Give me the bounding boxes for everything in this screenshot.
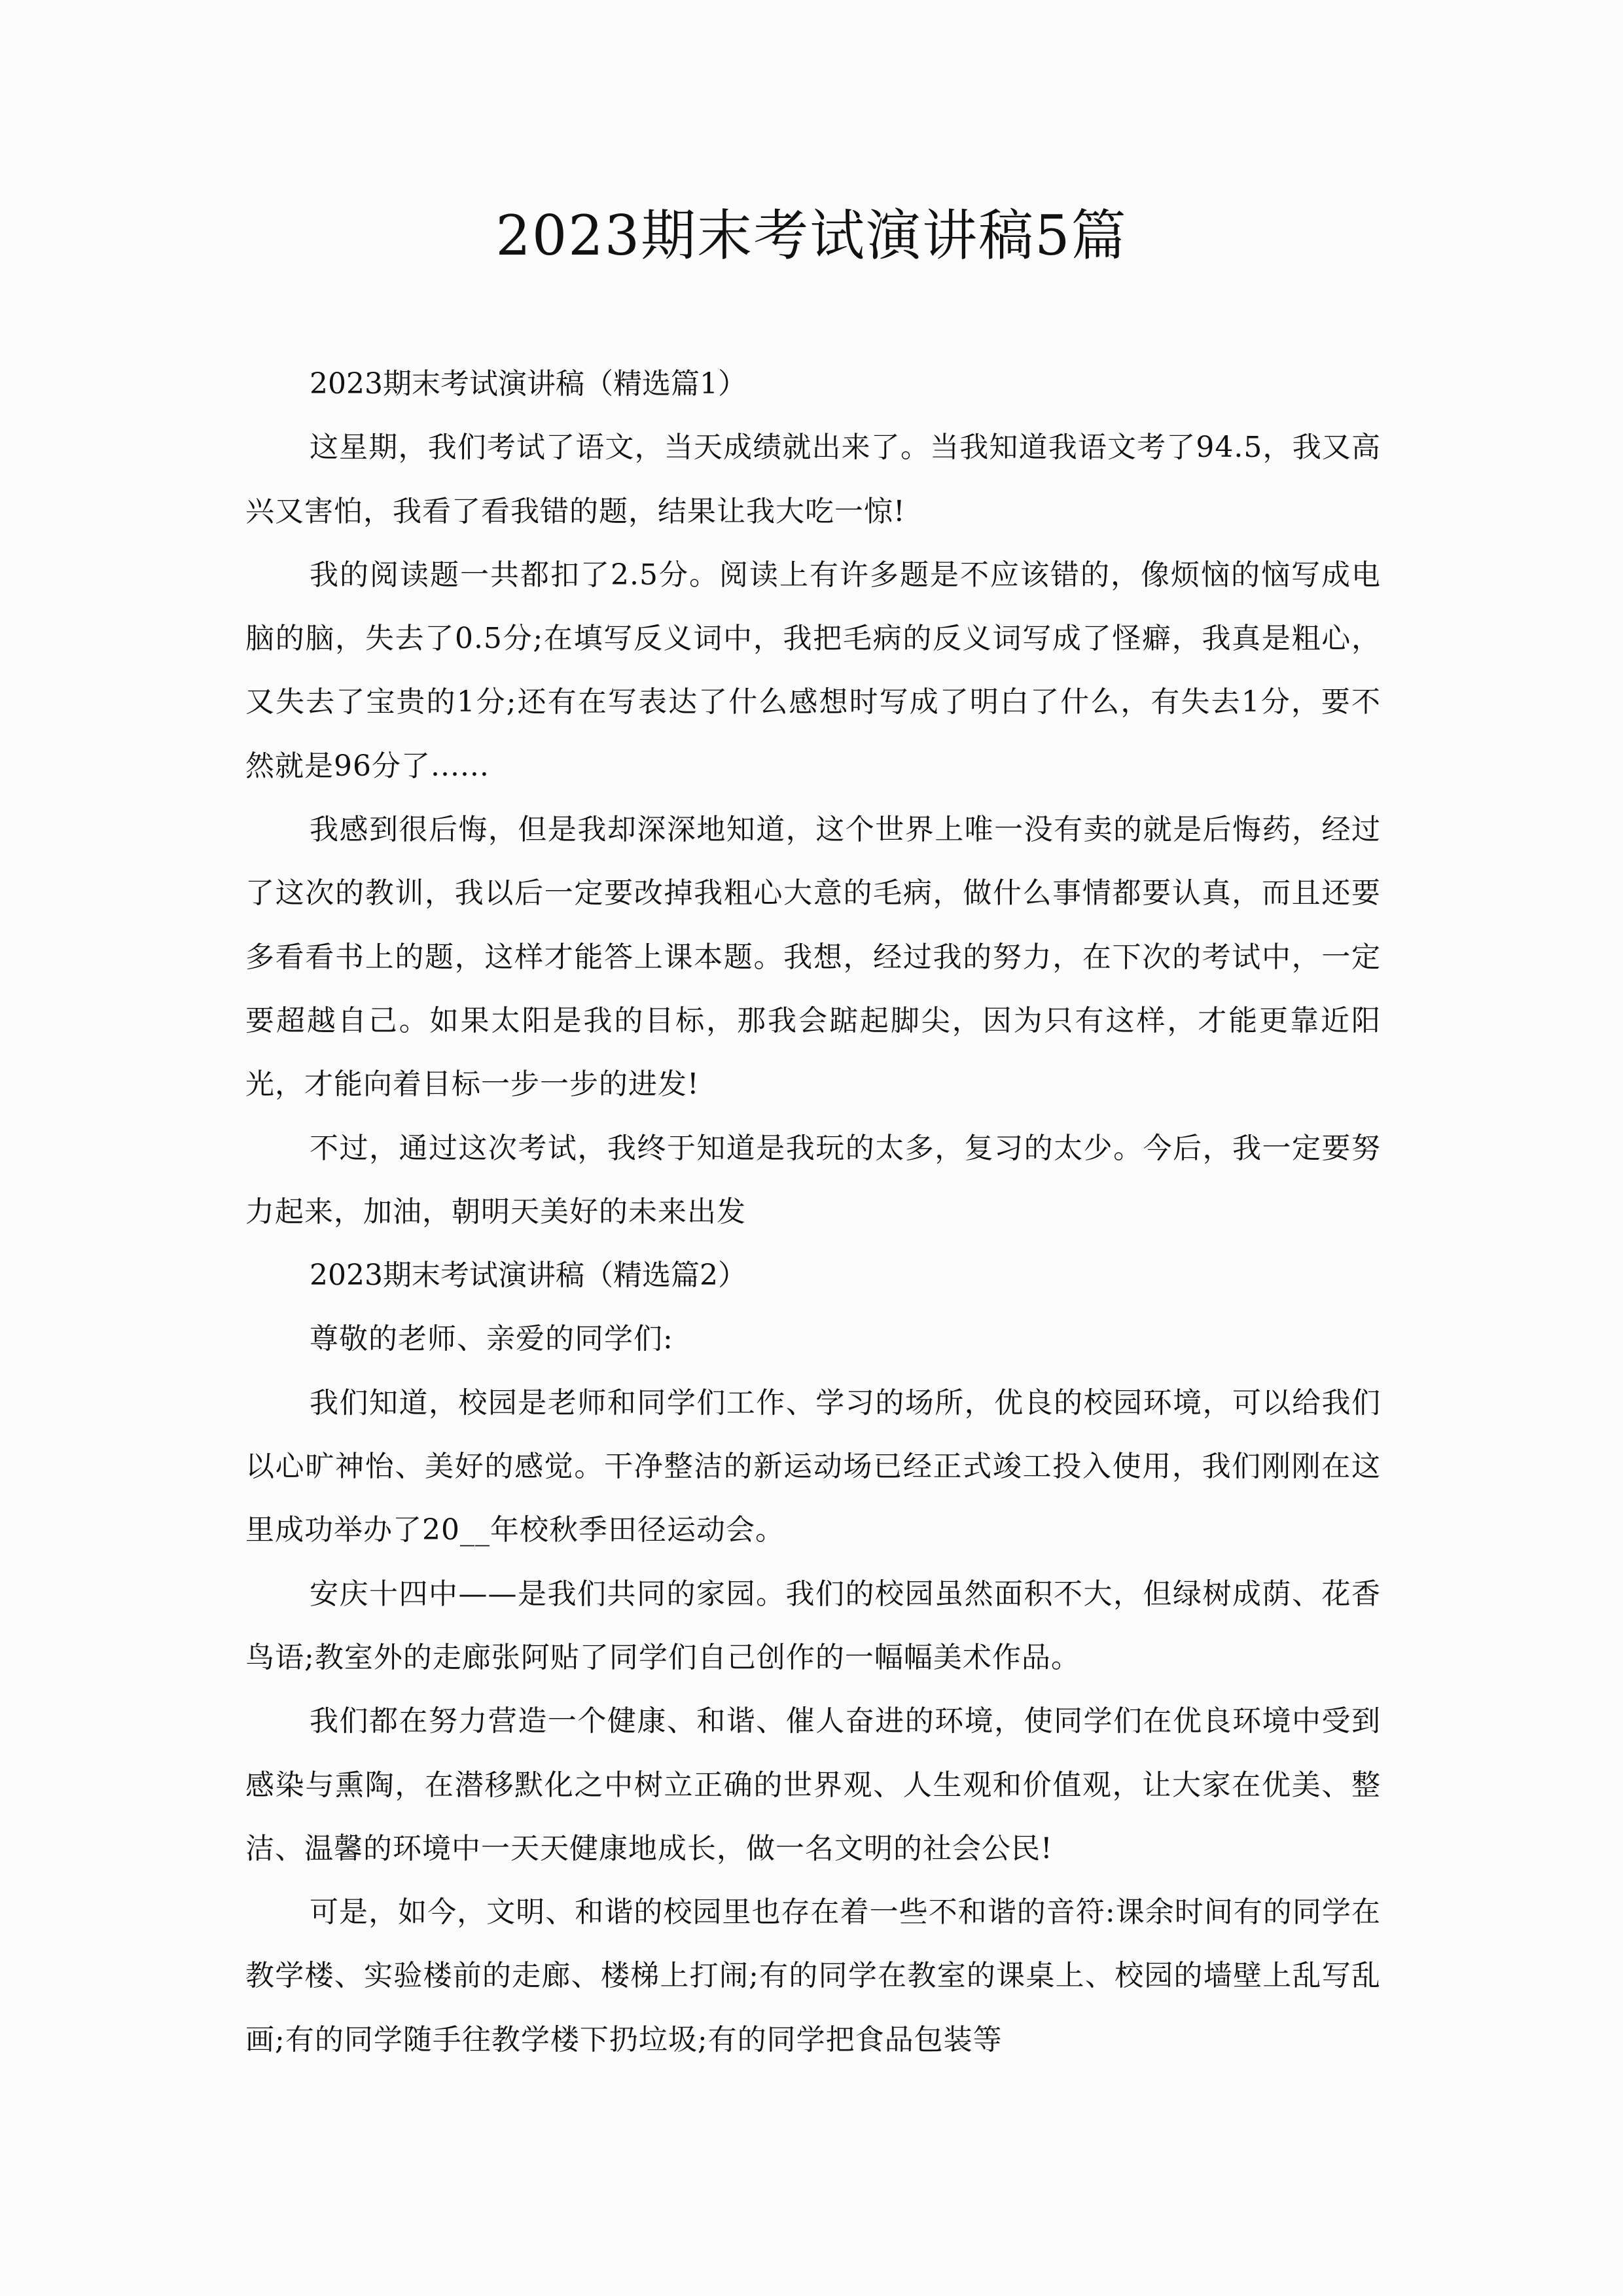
paragraph: 我的阅读题一共都扣了2.5分。阅读上有许多题是不应该错的，像烦恼的恼写成电脑的脑，失去了0.5分;在填写反义词中，我把毛病的反义词写成了怪癖，我真是粗心，又失去了宝贵的1分;还有在写表达了什么感想时写成了明白了什么，有失去1分，要不然就是96分了...... bbox=[245, 558, 1381, 783]
paragraph: 安庆十四中——是我们共同的家园。我们的校园虽然面积不大，但绿树成荫、花香鸟语;教室外的走廊张阿贴了同学们自己创作的一幅幅美术作品。 bbox=[245, 1577, 1381, 1674]
paragraph: 我感到很后悔，但是我却深深地知道，这个世界上唯一没有卖的就是后悔药，经过了这次的教训，我以后一定要改掉我粗心大意的毛病，做什么事情都要认真，而且还要多看看书上的题，这样才能答上课本题。我想，经过我的努力，在下次的考试中，一定要超越自己。如果太阳是我的目标，那我会踮起脚尖，因为只有这样，才能更靠近阳光，才能向着目标一步一步的进发! bbox=[245, 813, 1381, 1102]
paragraph: 不过，通过这次考试，我终于知道是我玩的太多，复习的太少。今后，我一定要努力起来，加油，朝明天美好的未来出发 bbox=[245, 1131, 1381, 1229]
section-heading: 2023期末考试演讲稿（精选篇1） bbox=[310, 367, 747, 401]
salutation: 尊敬的老师、亲爱的同学们: bbox=[310, 1322, 673, 1356]
document-title: 2023期末考试演讲稿5篇 bbox=[495, 204, 1128, 268]
document-body bbox=[245, 352, 1381, 2072]
paragraph: 可是，如今，文明、和谐的校园里也存在着一些不和谐的音符:课余时间有的同学在教学楼、实验楼前的走廊、楼梯上打闹;有的同学在教室的课桌上、校园的墙壁上乱写乱画;有的同学随手往教学楼下扔垃圾;有的同学把食品包装等 bbox=[245, 1895, 1381, 2056]
paragraph: 我们知道，校园是老师和同学们工作、学习的场所，优良的校园环境，可以给我们以心旷神怡、美好的感觉。干净整洁的新运动场已经正式竣工投入使用，我们刚刚在这里成功举办了20__年校秋季田径运动会。 bbox=[245, 1386, 1381, 1547]
section-1 bbox=[245, 352, 1381, 1244]
paragraph: 这星期，我们考试了语文，当天成绩就出来了。当我知道我语文考了94.5，我又高兴又害怕，我看了看我错的题，结果让我大吃一惊! bbox=[245, 431, 1381, 528]
section-2 bbox=[245, 1244, 1381, 2072]
paragraph: 我们都在努力营造一个健康、和谐、催人奋进的环境，使同学们在优良环境中受到感染与熏陶，在潜移默化之中树立正确的世界观、人生观和价值观，让大家在优美、整洁、温馨的环境中一天天健康地成长，做一名文明的社会公民! bbox=[245, 1704, 1381, 1865]
section-heading: 2023期末考试演讲稿（精选篇2） bbox=[310, 1259, 747, 1293]
